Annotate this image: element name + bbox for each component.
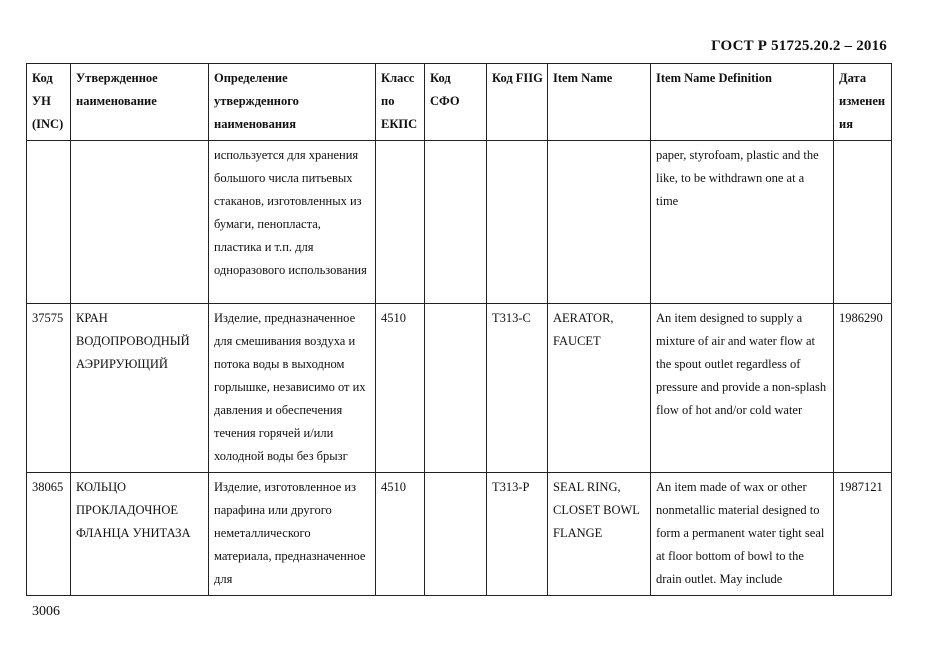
cell-definition-en: paper, styrofoam, plastic and the like, to be withdrawn one at a time	[651, 141, 834, 304]
cell-definition-ru: используется для хранения большого числа питьевых стаканов, изготовленных из бумаги, пенопласта, пластика и т.п. для одноразового использования	[209, 141, 376, 304]
cell-fiig: T313-P	[487, 473, 548, 596]
column-header-approved-name: Утвержденное наименование	[71, 64, 209, 141]
column-header-item-name-definition: Item Name Definition	[651, 64, 834, 141]
cell-name-ru: КОЛЬЦО ПРОКЛАДОЧНОЕ ФЛАНЦА УНИТАЗА	[71, 473, 209, 596]
cell-inc	[27, 141, 71, 304]
cell-class: 4510	[376, 473, 425, 596]
cell-fiig: T313-C	[487, 304, 548, 473]
column-header-inc: Код УН (INC)	[27, 64, 71, 141]
cell-inc: 38065	[27, 473, 71, 596]
column-header-fiig: Код FIIG	[487, 64, 548, 141]
column-header-date: Дата изменен ия	[834, 64, 892, 141]
table-row	[27, 141, 892, 304]
column-header-definition: Определение утвержденного наименования	[209, 64, 376, 141]
cell-fiig	[487, 141, 548, 304]
column-header-class: Класс по ЕКПС	[376, 64, 425, 141]
cell-definition-en: An item made of wax or other nonmetallic material designed to form a permanent water tight seal at floor bottom of bowl to the drain outlet. May include	[651, 473, 834, 596]
cell-inc: 37575	[27, 304, 71, 473]
cell-name-ru	[71, 141, 209, 304]
cell-sfo	[425, 141, 487, 304]
cell-item-name: AERATOR, FAUCET	[548, 304, 651, 473]
column-header-item-name: Item Name	[548, 64, 651, 141]
cell-class	[376, 141, 425, 304]
document-title: ГОСТ Р 51725.20.2 – 2016	[711, 38, 887, 54]
table-row	[27, 473, 892, 596]
cell-sfo	[425, 473, 487, 596]
table-header-row	[27, 64, 892, 141]
cell-date: 1987121	[834, 473, 892, 596]
cell-definition-ru: Изделие, предназначенное для смешивания воздуха и потока воды в выходном горлышке, независимо от их давления и обеспечения течения горячей и/или холодной воды без брызг	[209, 304, 376, 473]
cell-definition-en: An item designed to supply a mixture of air and water flow at the spout outlet regardless of pressure and provide a non-splash flow of hot and/or cold water	[651, 304, 834, 473]
cell-definition-ru: Изделие, изготовленное из парафина или другого неметаллического материала, предназначенное для	[209, 473, 376, 596]
cell-class: 4510	[376, 304, 425, 473]
catalog-table	[26, 63, 892, 596]
cell-sfo	[425, 304, 487, 473]
cell-date: 1986290	[834, 304, 892, 473]
cell-date	[834, 141, 892, 304]
column-header-sfo: Код СФО	[425, 64, 487, 141]
cell-item-name	[548, 141, 651, 304]
cell-item-name: SEAL RING, CLOSET BOWL FLANGE	[548, 473, 651, 596]
table-row	[27, 304, 892, 473]
cell-name-ru: КРАН ВОДОПРОВОДНЫЙ АЭРИРУЮЩИЙ	[71, 304, 209, 473]
page-number: 3006	[32, 604, 60, 619]
